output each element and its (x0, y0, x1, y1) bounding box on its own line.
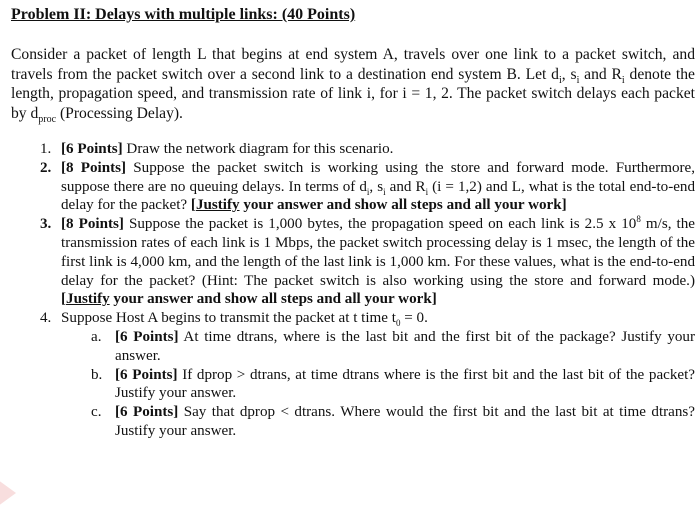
points-label: [8 Points] (61, 159, 127, 176)
instruction-text: your answer and show all steps and all your work] (239, 197, 567, 214)
sub-zero: 0 (395, 318, 401, 329)
points-label: [6 Points] (61, 141, 123, 157)
question-2 (11, 159, 695, 215)
intro-sep-1: , s (561, 65, 577, 83)
sub-question-list (61, 328, 695, 441)
question-text: (i = 1,2) and L, what is the total end-to-end delay for the packet? (61, 178, 696, 214)
sub-i: i (366, 186, 370, 197)
bracket: [ (61, 291, 67, 308)
question-number: 4. (40, 310, 52, 327)
question-text: Draw the network diagram for this scenario. (122, 141, 394, 157)
question-text: Suppose the packet switch is working using the store and forward mode. Furthermore, suppose there are no queuing delays. In terms of d (61, 159, 695, 195)
question-1 (11, 140, 695, 159)
points-label: [6 Points] (115, 404, 179, 421)
points-label: [8 Points] (61, 216, 124, 233)
problem-title: Problem II: Delays with multiple links: (40 Points) (11, 6, 356, 23)
corner-decoration (0, 477, 16, 509)
document (11, 5, 695, 441)
justify-word: Justify (195, 197, 240, 214)
sub-question-b (61, 366, 695, 404)
question-text: m/s, the transmission rates of each link is 1 Mbps, the packet switch processing delay is 1 msec, the length of the first link is 4,000 km, and the length of the last link is 1,000 km. For these values, what is the end-to-end delay for the packet? (Hint: The packet switch is also working using the store and forward mode.) (61, 216, 695, 289)
instruction-text: your answer and show all steps and all your work] (109, 291, 437, 308)
intro-sub-proc: proc (38, 113, 57, 125)
intro-text-2: denote the length, propagation speed, and transmission rate of link i, for i = 1, 2. The packet switch delays each packet by d (11, 65, 695, 122)
justify-word: Justify (66, 291, 110, 308)
question-4 (11, 309, 695, 441)
question-text: Suppose the packet is 1,000 bytes, the propagation speed on each link is 2.5 x 10 (123, 216, 637, 233)
intro-sep-2: and R (579, 65, 622, 83)
sub-i: i (425, 186, 429, 197)
intro-sub-i-3: i (621, 74, 625, 86)
question-3 (11, 215, 695, 309)
exponent: 8 (636, 214, 641, 225)
bracket: [ (190, 197, 196, 214)
question-text: and R (385, 178, 426, 195)
points-label: [6 Points] (115, 366, 178, 383)
question-list (11, 140, 695, 441)
question-text: Suppose Host A begins to transmit the packet at t time t (61, 310, 396, 327)
sub-question-a (61, 328, 695, 366)
question-number: 3. (40, 216, 52, 233)
sub-question-letter: b. (91, 366, 103, 383)
question-text: = 0. (400, 310, 428, 327)
sub-question-c (61, 403, 695, 441)
intro-paragraph (11, 45, 695, 123)
sub-question-letter: c. (91, 404, 102, 421)
intro-sub-i-2: i (576, 74, 580, 86)
sub-question-text: Say that dprop < dtrans. Where would the first bit and the last bit at time dtrans? Justify your answer. (115, 404, 695, 439)
question-text: , s (369, 178, 384, 195)
intro-text-1: Consider a packet of length L that begins at end system A, travels over one link to a packet switch, and travels from the packet switch over a second link to a destination end system B. Let d (11, 46, 695, 83)
sub-question-text: If dprop > dtrans, at time dtrans where is the first bit and the last bit of the packet? Justify your answer. (115, 366, 696, 402)
intro-sub-i-1: i (558, 74, 562, 86)
intro-text-3: (Processing Delay). (56, 104, 183, 122)
sub-i: i (383, 186, 386, 197)
points-label: [6 Points] (115, 328, 179, 345)
question-number: 2. (40, 159, 52, 176)
sub-question-letter: a. (91, 328, 102, 345)
question-number: 1. (40, 141, 52, 157)
sub-question-text: At time dtrans, where is the last bit and the first bit of the package? Justify your answer. (115, 328, 695, 364)
